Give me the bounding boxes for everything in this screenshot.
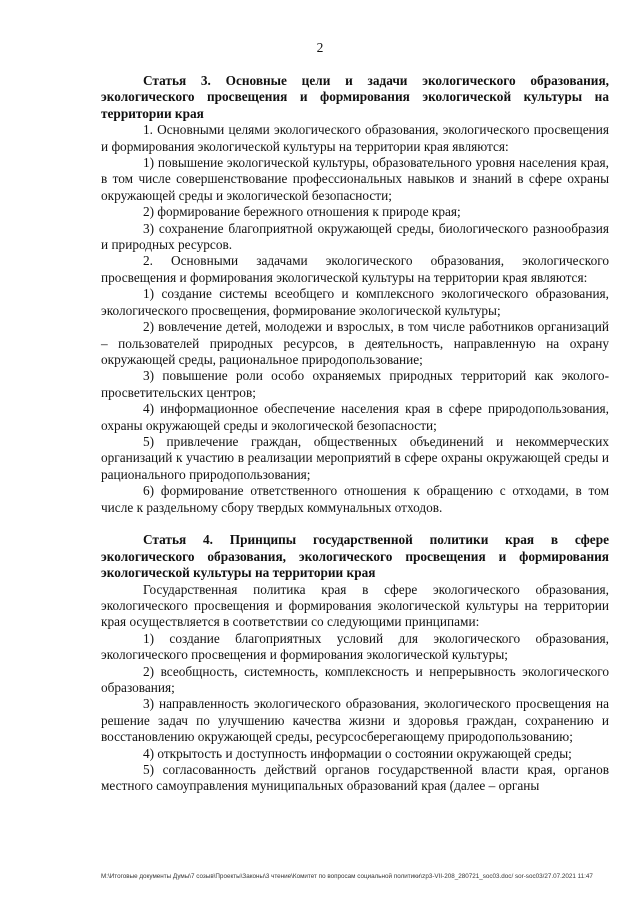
article-3-paragraph: 2) формирование бережного отношения к природе края; [143, 204, 461, 220]
article-3-heading: Статья 3. Основные цели и задачи экологического образования, экологического просвещения и формирования экологической культуры на территории края [101, 73, 609, 121]
article-4-heading: Статья 4. Принципы государственной политики края в сфере экологического образования, экологического просвещения и формирования экологической культуры на территории края [101, 532, 609, 581]
document-body [101, 73, 609, 795]
article-3 [101, 73, 609, 516]
article-4-paragraph: 3) направленность экологического образования, экологического просвещения на решение задач по улучшению качества жизни и здоровья граждан, сохранению и восстановлению окружающей среды, ресурсосберегающему природопользованию; [101, 696, 609, 745]
article-4-paragraph: 2) всеобщность, системность, комплексность и непрерывность экологического образования; [101, 663, 609, 696]
article-3-paragraph: 3) сохранение благоприятной окружающей среды, биологического разнообразия и природных ресурсов. [101, 220, 609, 253]
article-4-paragraph: 4) открытость и доступность информации о состоянии окружающей среды; [143, 745, 572, 761]
article-3-paragraph: 1) повышение экологической культуры, образовательного уровня населения края, в том числе совершенствование профессиональных навыков и знаний в сфере охраны окружающей среды и экологической безопасности; [101, 155, 609, 203]
article-3-paragraph: 1) создание системы всеобщего и комплексного экологического образования, экологического просвещения, формирование экологической культуры; [101, 286, 609, 318]
article-4-paragraph: 1) создание благоприятных условий для экологического образования, экологического просвещения и формирования экологической культуры; [101, 630, 609, 663]
article-3-paragraph: 6) формирование ответственного отношения к обращению с отходами, в том числе к раздельному сбору твердых коммунальных отходов. [101, 483, 609, 515]
article-3-paragraph: 2) вовлечение детей, молодежи и взрослых, в том числе работников организаций – пользователей природных ресурсов, в деятельность, направленную на охрану окружающей среды, рациональное природопользование; [101, 319, 609, 367]
file-path-footer: M:\Итоговые документы Думы\7 созыв\Проекты\Законы\3 чтение\Комитет по вопросам социальной политики\zp3-VII-208_280721_soc03.doc/ sor-soc03/27.07.2021 11:47 [101, 873, 593, 880]
article-3-paragraph: 3) повышение роли особо охраняемых природных территорий как эколого-просветительских центров; [101, 368, 609, 400]
article-3-paragraph: 2. Основными задачами экологического образования, экологического просвещения и формирования экологической культуры на территории края являются: [101, 253, 609, 285]
article-4-paragraph: Государственная политика края в сфере экологического образования, экологического просвещения и формирования экологической культуры на территории края осуществляется в соответствии со следующими принципами: [101, 581, 609, 630]
article-3-paragraph: 5) привлечение граждан, общественных объединений и некоммерческих организаций к участию в реализации мероприятий в сфере охраны окружающей среды и рационального природопользования; [101, 433, 609, 482]
article-3-paragraph: 4) информационное обеспечение населения края в сфере природопользования, охраны окружающей среды и экологической безопасности; [101, 401, 609, 433]
page-number: 2 [316, 40, 324, 55]
article-4 [101, 532, 609, 795]
article-3-paragraph: 1. Основными целями экологического образования, экологического просвещения и формирования экологической культуры на территории края являются: [101, 122, 609, 154]
section-spacer [101, 516, 609, 532]
article-4-paragraph: 5) согласованность действий органов государственной власти края, органов местного самоуправления муниципальных образований края (далее – органы [101, 762, 609, 794]
